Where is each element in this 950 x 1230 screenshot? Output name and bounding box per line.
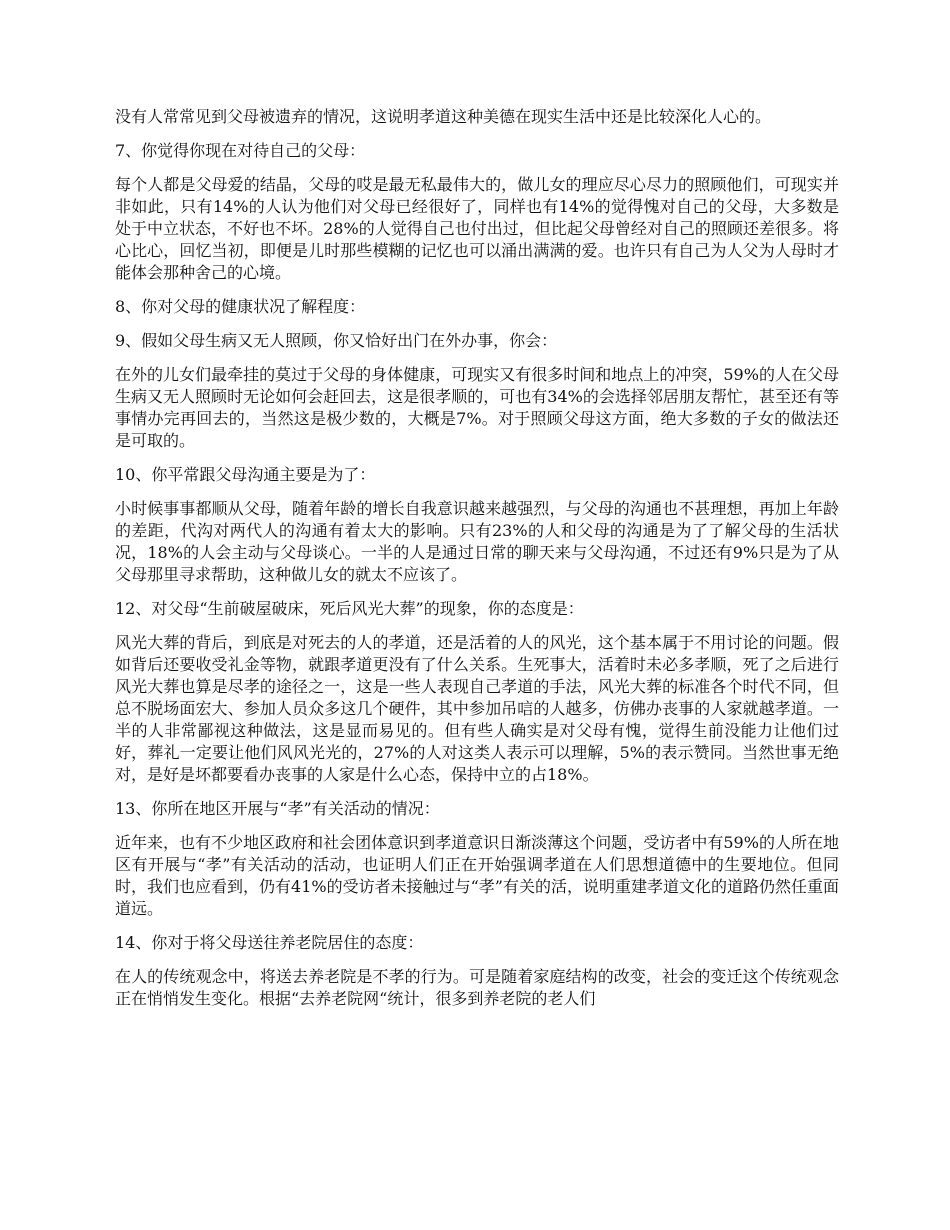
question-8-heading: 8、你对父母的健康状况了解程度： (115, 297, 366, 316)
question-14-heading: 14、你对于将父母送往养老院居住的态度： (115, 933, 424, 952)
question-7-heading: 7、你觉得你现在对待自己的父母： (115, 141, 366, 160)
question-12-answer: 风光大葬的背后，到底是对死去的人的孝道，还是活着的人的风光，这个基本属于不用讨论的问题。假如背后还要收受礼金等物，就跟孝道更没有了什么关系。生死事大，活着时未必多孝顺，死了之后进行风光大葬也算是尽孝的途径之一，这是一些人表现自己孝道的手法，风光大葬的标准各个时代不同，但总不脱场面宏大、参加人员众多这几个硬件，其中参加吊唁的人越多，仿佛办丧事的人家就越孝道。一半的人非常鄙视这种做法，这是显而易见的。但有些人确实是对父母有愧，觉得生前没能力让他们过好，葬礼一定要让他们风风光光的，27%的人对这类人表示可以理解，5%的表示赞同。当然世事无绝对，是好是坏都要看办丧事的人家是什么心态，保持中立的占18%。 (115, 633, 839, 784)
question-13-answer: 近年来，也有不少地区政府和社会团体意识到孝道意识日渐淡薄这个问题，受访者中有59%的人所在地区有开展与“孝”有关活动的活动，也证明人们正在开始强调孝道在人们思想道德中的生要地位。但同时，我们也应看到，仍有41%的受访者未接触过与“孝”有关的活，说明重建孝道文化的道路仍然任重面道远。 (115, 833, 839, 918)
question-13-heading: 13、你所在地区开展与“孝”有关活动的情况： (115, 799, 440, 818)
document-page (115, 106, 839, 1022)
question-10-answer: 小时候事事都顺从父母，随着年龄的增长自我意识越来越强烈，与父母的沟通也不甚理想，再加上年龄的差距，代沟对两代人的沟通有着太大的影响。只有23%的人和父母的沟通是为了了解父母的生活状况，18%的人会主动与父母谈心。一半的人是通过日常的聊天来与父母沟通，不过还有9%只是为了从父母那里寻求帮助，这种做儿女的就太不应该了。 (115, 499, 839, 584)
question-9-heading: 9、假如父母生病又无人照顾，你又恰好出门在外办事，你会： (115, 331, 558, 350)
question-7-answer: 每个人都是父母爱的结晶，父母的哎是最无私最伟大的，做儿女的理应尽心尽力的照顾他们，可现实并非如此，只有14%的人认为他们对父母已经很好了，同样也有14%的觉得愧对自己的父母，大多数是处于中立状态，不好也不坏。28%的人觉得自己也付出过，但比起父母曾经对自己的照顾还差很多。将心比心，回忆当初，即便是儿时那些模糊的记忆也可以涌出满满的爱。也许只有自己为人父为人母时才能体会那种舍己的心境。 (115, 175, 839, 282)
question-12-heading: 12、对父母“生前破屋破床，死后风光大葬”的现象，你的态度是： (115, 599, 584, 618)
paragraph-intro: 没有人常常见到父母被遗弃的情况，这说明孝道这种美德在现实生活中还是比较深化人心的。 (115, 107, 772, 126)
question-9-answer: 在外的儿女们最牵挂的莫过于父母的身体健康，可现实又有很多时间和地点上的冲突，59%的人在父母生病又无人照顾时无论如何会赶回去，这是很孝顺的，可也有34%的会选择邻居朋友帮忙，甚至还有等事情办完再回去的，当然这是极少数的，大概是7%。对于照顾父母这方面，绝大多数的子女的做法还是可取的。 (115, 365, 839, 450)
question-10-heading: 10、你平常跟父母沟通主要是为了： (115, 465, 376, 484)
question-14-answer: 在人的传统观念中，将送去养老院是不孝的行为。可是随着家庭结构的改变，社会的变迁这个传统观念正在悄悄发生变化。根据“去养老院网“统计，很多到养老院的老人们 (115, 967, 839, 1008)
